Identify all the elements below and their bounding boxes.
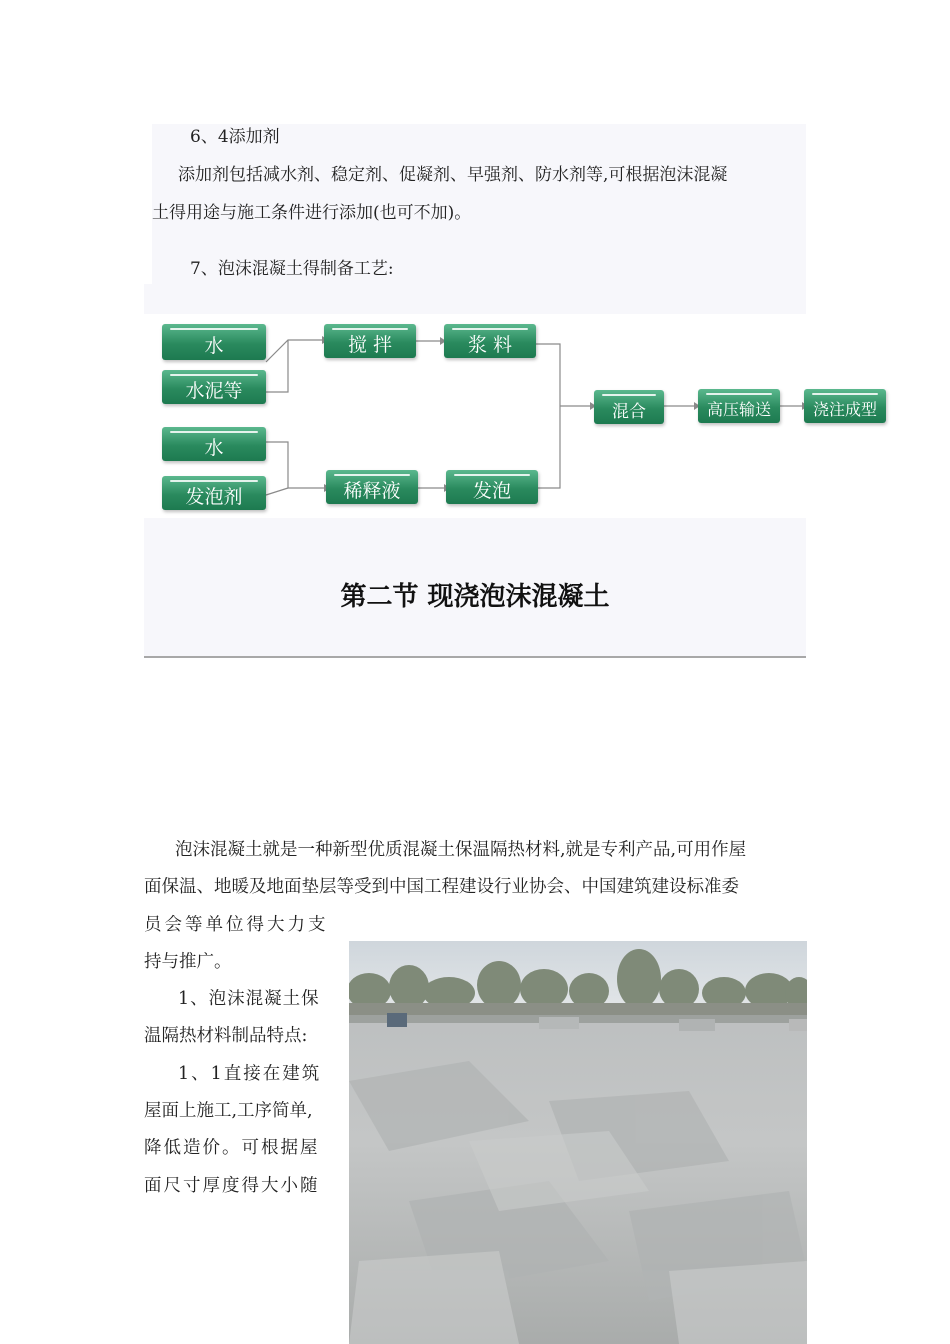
flow-box-high-pressure-pump: 高压输送 (698, 389, 780, 423)
intro-line-5: 1、泡沫混凝土保 (178, 989, 320, 1009)
flow-box-cement: 水泥等 (162, 370, 266, 404)
title-divider (144, 656, 806, 658)
flow-box-foaming-agent: 发泡剂 (162, 476, 266, 510)
flow-box-foaming: 发泡 (446, 470, 538, 504)
intro-line-8: 屋面上施工,工序简单, (144, 1101, 313, 1121)
flow-box-slurry: 浆 料 (444, 324, 536, 358)
intro-line-6: 温隔热材料制品特点: (144, 1026, 308, 1046)
flow-box-casting: 浇注成型 (804, 389, 886, 423)
section-6-4-heading: 6、4添加剂 (190, 127, 280, 147)
flow-box-stir: 搅 拌 (324, 324, 416, 358)
intro-line-3: 员会等单位得大力支 (144, 915, 329, 935)
foam-concrete-roof-photo (349, 941, 807, 1344)
flow-box-water-2: 水 (162, 427, 266, 461)
intro-line-9: 降低造价。可根据屋 (144, 1138, 320, 1158)
intro-line-2: 面保温、地暖及地面垫层等受到中国工程建设行业协会、中国建筑建设标准委 (144, 877, 739, 897)
flow-box-water-1: 水 (162, 324, 266, 360)
intro-line-7: 1、1直接在建筑 (178, 1064, 322, 1084)
intro-line-10: 面尺寸厚度得大小随 (144, 1176, 320, 1196)
intro-line-4: 持与推广。 (144, 952, 232, 972)
flow-box-dilution: 稀释液 (326, 470, 418, 504)
intro-line-1: 泡沫混凝土就是一种新型优质混凝土保温隔热材料,就是专利产品,可用作屋 (175, 840, 747, 860)
flow-box-mix: 混合 (594, 390, 664, 424)
section-7-heading: 7、泡沫混凝土得制备工艺: (190, 259, 394, 279)
section-2-title: 第二节 现浇泡沫混凝土 (340, 582, 610, 612)
section-6-4-paragraph-line1: 添加剂包括减水剂、稳定剂、促凝剂、早强剂、防水剂等,可根据泡沫混凝 (178, 165, 728, 185)
section-6-4-paragraph-line2: 土得用途与施工条件进行添加(也可不加)。 (152, 203, 472, 223)
